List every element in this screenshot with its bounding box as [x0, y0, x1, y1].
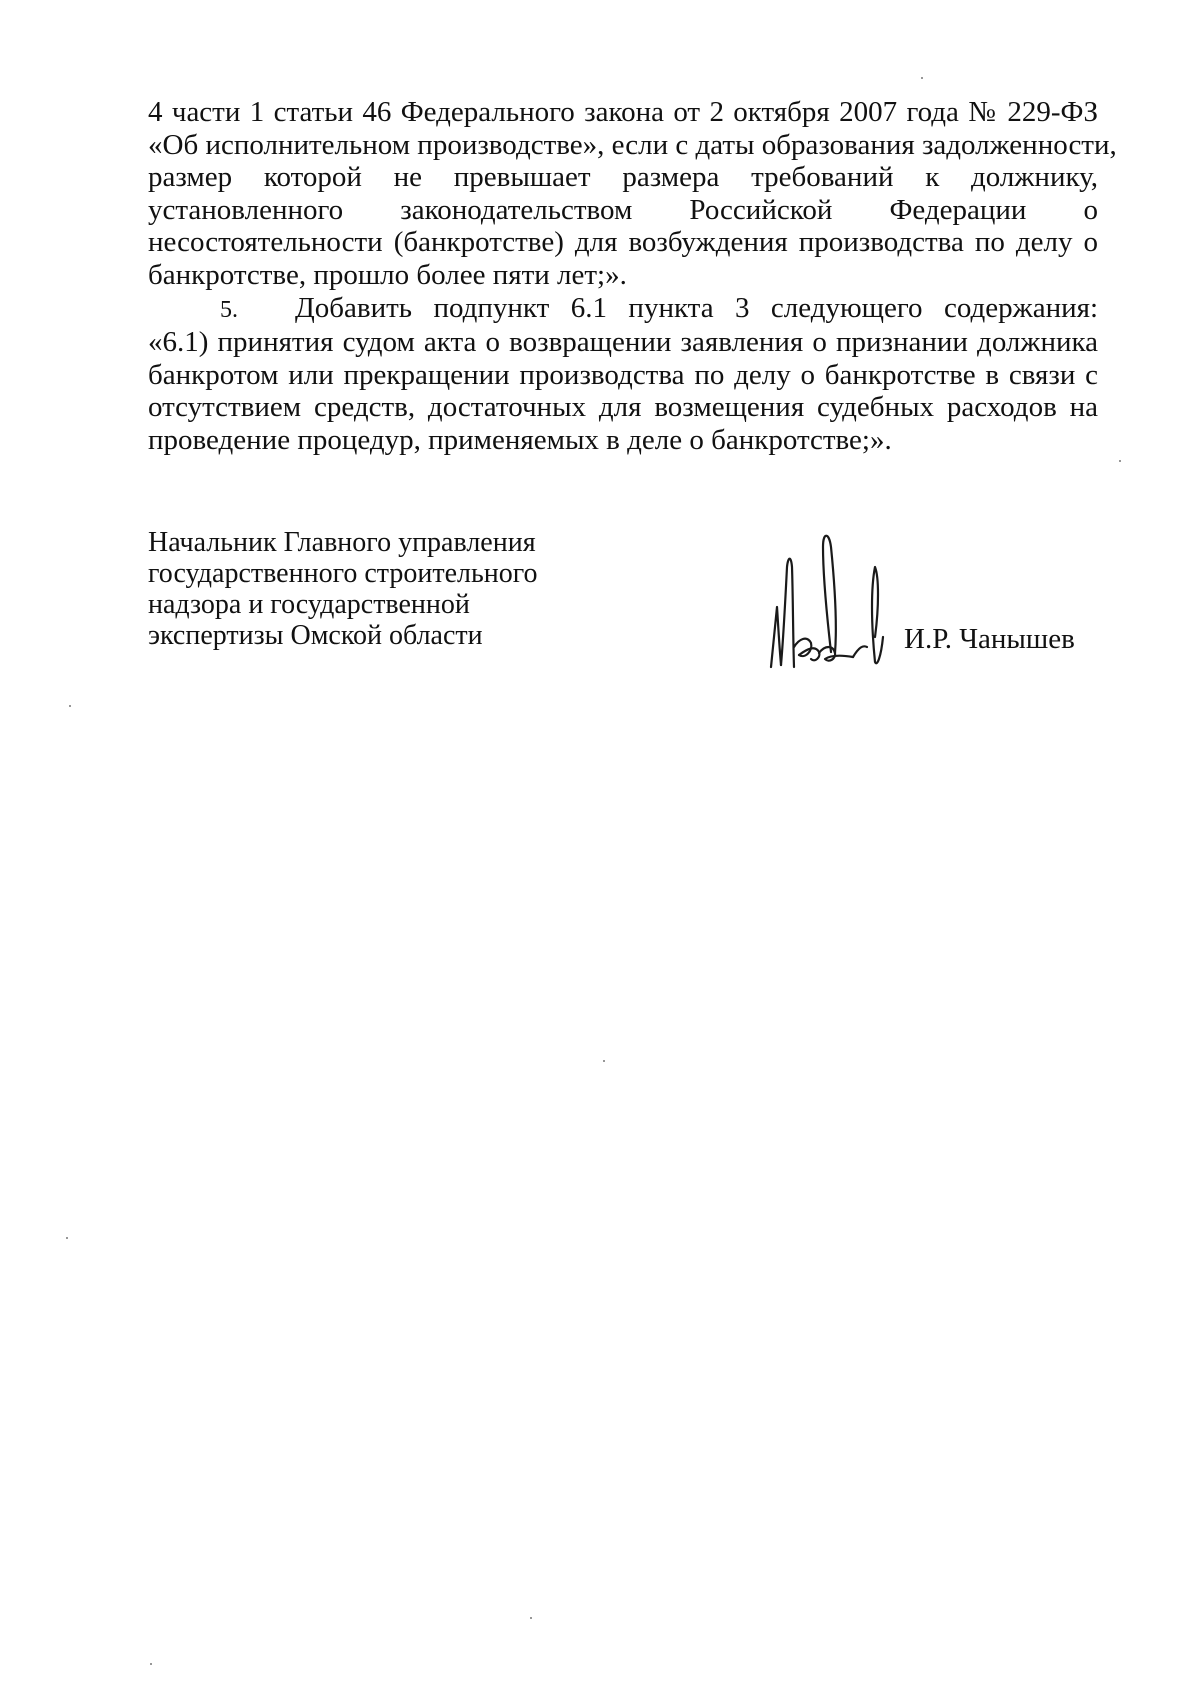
signature-icon: [763, 527, 903, 677]
position-line: Начальник Главного управления: [148, 527, 536, 558]
document-body: [148, 96, 1117, 457]
scan-speck: [921, 77, 923, 79]
item-5-line: «6.1) принятия судом акта о возвращении заявления о признании должника: [148, 326, 1098, 359]
signatory-position: [148, 527, 538, 651]
item-5-line: банкротом или прекращении производства по делу о банкротстве в связи с: [148, 358, 1098, 391]
body-line: установленного законодательством Российской Федерации о: [148, 193, 1098, 226]
item-5-line: проведение процедур, применяемых в деле о банкротстве;».: [148, 423, 892, 456]
body-line: «Об исполнительном производстве», если с даты образования задолженности,: [148, 128, 1117, 161]
position-line: экспертизы Омской области: [148, 620, 483, 651]
scan-speck: [1119, 460, 1121, 462]
scan-speck: [69, 705, 71, 707]
item-number: 5.: [220, 296, 238, 323]
position-line: надзора и государственной: [148, 589, 470, 620]
item-5-line: отсутствием средств, достаточных для возмещения судебных расходов на: [148, 391, 1098, 424]
body-line: 4 части 1 статьи 46 Федерального закона от 2 октября 2007 года № 229-ФЗ: [148, 96, 1098, 128]
body-line: размер которой не превышает размера требований к должнику,: [148, 161, 1098, 194]
scan-speck: [66, 1237, 68, 1239]
scan-speck: [530, 1617, 532, 1619]
scan-speck: [150, 1663, 152, 1665]
position-line: государственного строительного: [148, 558, 538, 589]
scan-speck: [603, 1060, 605, 1062]
body-line: несостоятельности (банкротстве) для возбуждения производства по делу о: [148, 226, 1098, 259]
item-5-first-line: [148, 292, 1098, 327]
body-line: банкротстве, прошло более пяти лет;».: [148, 258, 627, 291]
item-5-heading-text: Добавить подпункт 6.1 пункта 3 следующего содержания:: [295, 291, 1098, 324]
signer-name: И.Р. Чанышев: [904, 623, 1075, 655]
